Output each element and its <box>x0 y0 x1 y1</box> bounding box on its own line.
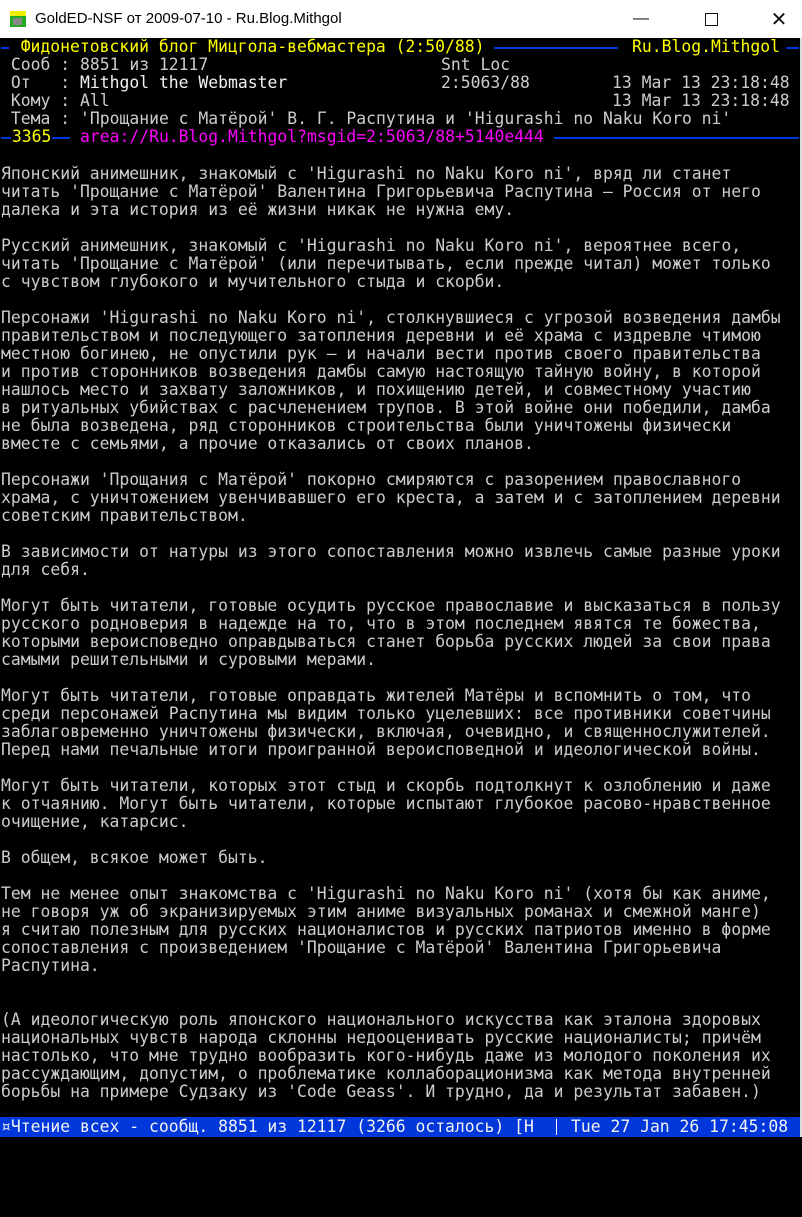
body-line: Тем не менее опыт знакомства с 'Higurashi no Naku Koro ni' (хотя бы как аниме, <box>1 884 771 903</box>
from-name: Mithgol the Webmaster <box>80 73 288 92</box>
body-line <box>1 219 781 237</box>
status-bar <box>0 1117 800 1137</box>
body-line: Перед нами печальные итоги проигранной вероисповедной и идеологической войны. <box>1 740 761 759</box>
maximize-icon <box>705 13 718 26</box>
body-line: в ритуальных убийствах с расчленением трупов. В этой войне они победили, дамба <box>1 398 771 417</box>
status-separator <box>556 1119 557 1135</box>
body-line: национальных чувств народа склонны недооценивать русские националисты; причём <box>1 1028 761 1047</box>
body-line: к отчаянию. Могут быть читатели, которые испытают глубокое расово-нравственное <box>1 794 771 813</box>
to-name: All <box>80 91 110 110</box>
msg-value: 8851 из 12117 <box>80 55 209 74</box>
body-line: местною богинею, не опустили рук — и начали вести против своего правительства <box>1 344 761 363</box>
body-line: Распутина. <box>1 956 100 975</box>
area-header <box>1 38 799 56</box>
body-line: с чувством глубокого и мучительного стыда и скорби. <box>1 272 505 291</box>
close-button[interactable] <box>756 0 802 38</box>
colon: : <box>60 73 71 92</box>
body-line: Могут быть читатели, готовые осудить русское православие и высказаться в пользу <box>1 596 781 615</box>
subject-row <box>1 110 799 128</box>
body-line: я считаю полезным для русских националистов и русских патриотов именно в форме <box>1 920 771 939</box>
body-line: очищение, катарсис. <box>1 812 189 831</box>
body-line: (А идеологическую роль японского национального искусства как эталона здоровых <box>1 1010 761 1029</box>
subject-label: Тема <box>10 109 51 128</box>
body-line: храма, с уничтожением увенчивавшего его креста, а затем и с затоплением деревни <box>1 488 781 507</box>
golded-app-icon[interactable] <box>10 11 26 27</box>
to-label: Кому <box>10 91 51 110</box>
body-line <box>1 291 781 309</box>
area-tag: Ru.Blog.Mithgol <box>632 37 781 56</box>
body-line <box>1 453 781 471</box>
body-line: В зависимости от натуры из этого сопоставления можно извлечь самые разные уроки <box>1 542 781 561</box>
body-line: Русский анимешник, знакомый с 'Higurashi no Naku Koro ni', вероятнее всего, <box>1 236 742 255</box>
maximize-button[interactable] <box>688 0 734 38</box>
body-line: самыми решительными и суровыми мерами. <box>1 650 376 669</box>
status-message: ¤Чтение всех - сообщ. 8851 из 12117 (3266 осталось) [Н <box>1 1117 534 1136</box>
window-titlebar[interactable] <box>0 0 802 38</box>
body-line: правительством и последующего затопления деревни и её храма с издревле чтимою <box>1 326 761 345</box>
from-address: 2:5063/88 <box>441 73 530 92</box>
body-line: и против сторонников возведения дамбы самую настоящую тайную войну, в которой <box>1 362 761 381</box>
header-line <box>786 47 799 49</box>
msg-label: Сооб <box>10 55 51 74</box>
body-line: борьбы на примере Судзаку из 'Code Geass'. И трудно, да и результат забавен.) <box>1 1082 761 1101</box>
from-date: 13 Mar 13 23:18:48 <box>612 73 790 92</box>
body-line: Персонажи 'Прощания с Матёрой' покорно смиряются с разорением православного <box>1 470 742 489</box>
body-line: В общем, всякое может быть. <box>1 848 268 867</box>
body-line <box>1 867 781 885</box>
minimize-icon: — <box>633 10 649 27</box>
to-row <box>1 92 799 110</box>
body-line: русского родноверия в надежде на то, что в этом последнем явятся те божества, <box>1 614 761 633</box>
message-body <box>1 165 781 1101</box>
body-line <box>1 831 781 849</box>
body-line: читать 'Прощание с Матёрой' (или перечитывать, если прежде читал) может только <box>1 254 771 273</box>
body-line: рассуждающим, допустим, о проблематике коллаборационизма как метода внутренней <box>1 1064 771 1083</box>
to-date: 13 Mar 13 23:18:48 <box>612 91 790 110</box>
from-row <box>1 74 799 92</box>
area-title: Фидонетовский блог Мицгола-вебмастера (2:50/88) <box>20 37 485 56</box>
body-line <box>1 525 781 543</box>
msg-number-row <box>1 56 799 74</box>
colon: : <box>60 91 71 110</box>
from-label: От <box>10 73 31 92</box>
close-icon: ✕ <box>770 8 788 31</box>
body-line <box>1 993 781 1011</box>
body-line: далека и эта история из её жизни никак не нужна ему. <box>1 200 515 219</box>
colon: : <box>60 55 71 74</box>
body-line: которыми вероисповедно оправдываться станет борьба русских людей за свои права <box>1 632 771 651</box>
header-line <box>494 47 618 49</box>
body-line: читать 'Прощание с Матёрой' Валентина Григорьевича Распутина — Россия от него <box>1 182 761 201</box>
body-line: сопоставления с произведением 'Прощание с Матёрой' Валентина Григорьевича <box>1 938 722 957</box>
body-line <box>1 579 781 597</box>
body-line <box>1 975 781 993</box>
body-line: Персонажи 'Higurashi no Naku Koro ni', столкнувшиеся с угрозой возведения дамбы <box>1 308 781 327</box>
body-line: нашлось место и захвату заложников, и похищению детей, и совместному участию <box>1 380 751 399</box>
window-title: GoldED-NSF от 2009-07-10 - Ru.Blog.Mithgol <box>35 10 342 27</box>
colon: : <box>60 109 71 128</box>
body-line: Могут быть читатели, готовые оправдать жителей Матёры и вспомнить о том, что <box>1 686 751 705</box>
body-line: советским правительством. <box>1 506 248 525</box>
body-line: не была возведена, ряд сторонников строительства были уничтожены физически <box>1 416 732 435</box>
body-line: Японский анимешник, знакомый с 'Higurashi no Naku Koro ni', вряд ли станет <box>1 164 732 183</box>
minimize-button[interactable] <box>618 0 664 38</box>
body-line: вместе с семьями, а прочие отказались от своих планов. <box>1 434 534 453</box>
body-line: заблаговременно уничтожены физически, включая, очевидно, и священнослужителей. <box>1 722 771 741</box>
body-line: среди персонажей Распутина мы видим только уцелевших: все противники советчины <box>1 704 771 723</box>
body-line: настолько, что мне трудно вообразить кого-нибудь даже из молодого поколения их <box>1 1046 771 1065</box>
msgid-row <box>1 128 799 146</box>
header-line <box>1 47 9 49</box>
msgid-link[interactable]: area://Ru.Blog.Mithgol?msgid=2:5063/88+5140e444 <box>70 128 554 146</box>
body-line <box>1 759 781 777</box>
terminal-screen <box>0 38 802 1137</box>
body-line: Могут быть читатели, которых этот стыд и скорбь подтолкнут к озлоблению и даже <box>1 776 771 795</box>
body-line: не говоря уж об экранизируемых этим аниме визуальных романах и смежной манге) <box>1 902 761 921</box>
status-time: Tue 27 Jan 26 17:45:08 <box>571 1117 789 1136</box>
msg-attributes: Snt Loc <box>441 55 511 74</box>
body-line <box>1 669 781 687</box>
subject-value: 'Прощание с Матёрой' В. Г. Распутина и 'Higurashi no Naku Koro ni' <box>80 109 732 128</box>
body-line: для себя. <box>1 560 90 579</box>
reply-number: 3365 <box>11 127 52 146</box>
